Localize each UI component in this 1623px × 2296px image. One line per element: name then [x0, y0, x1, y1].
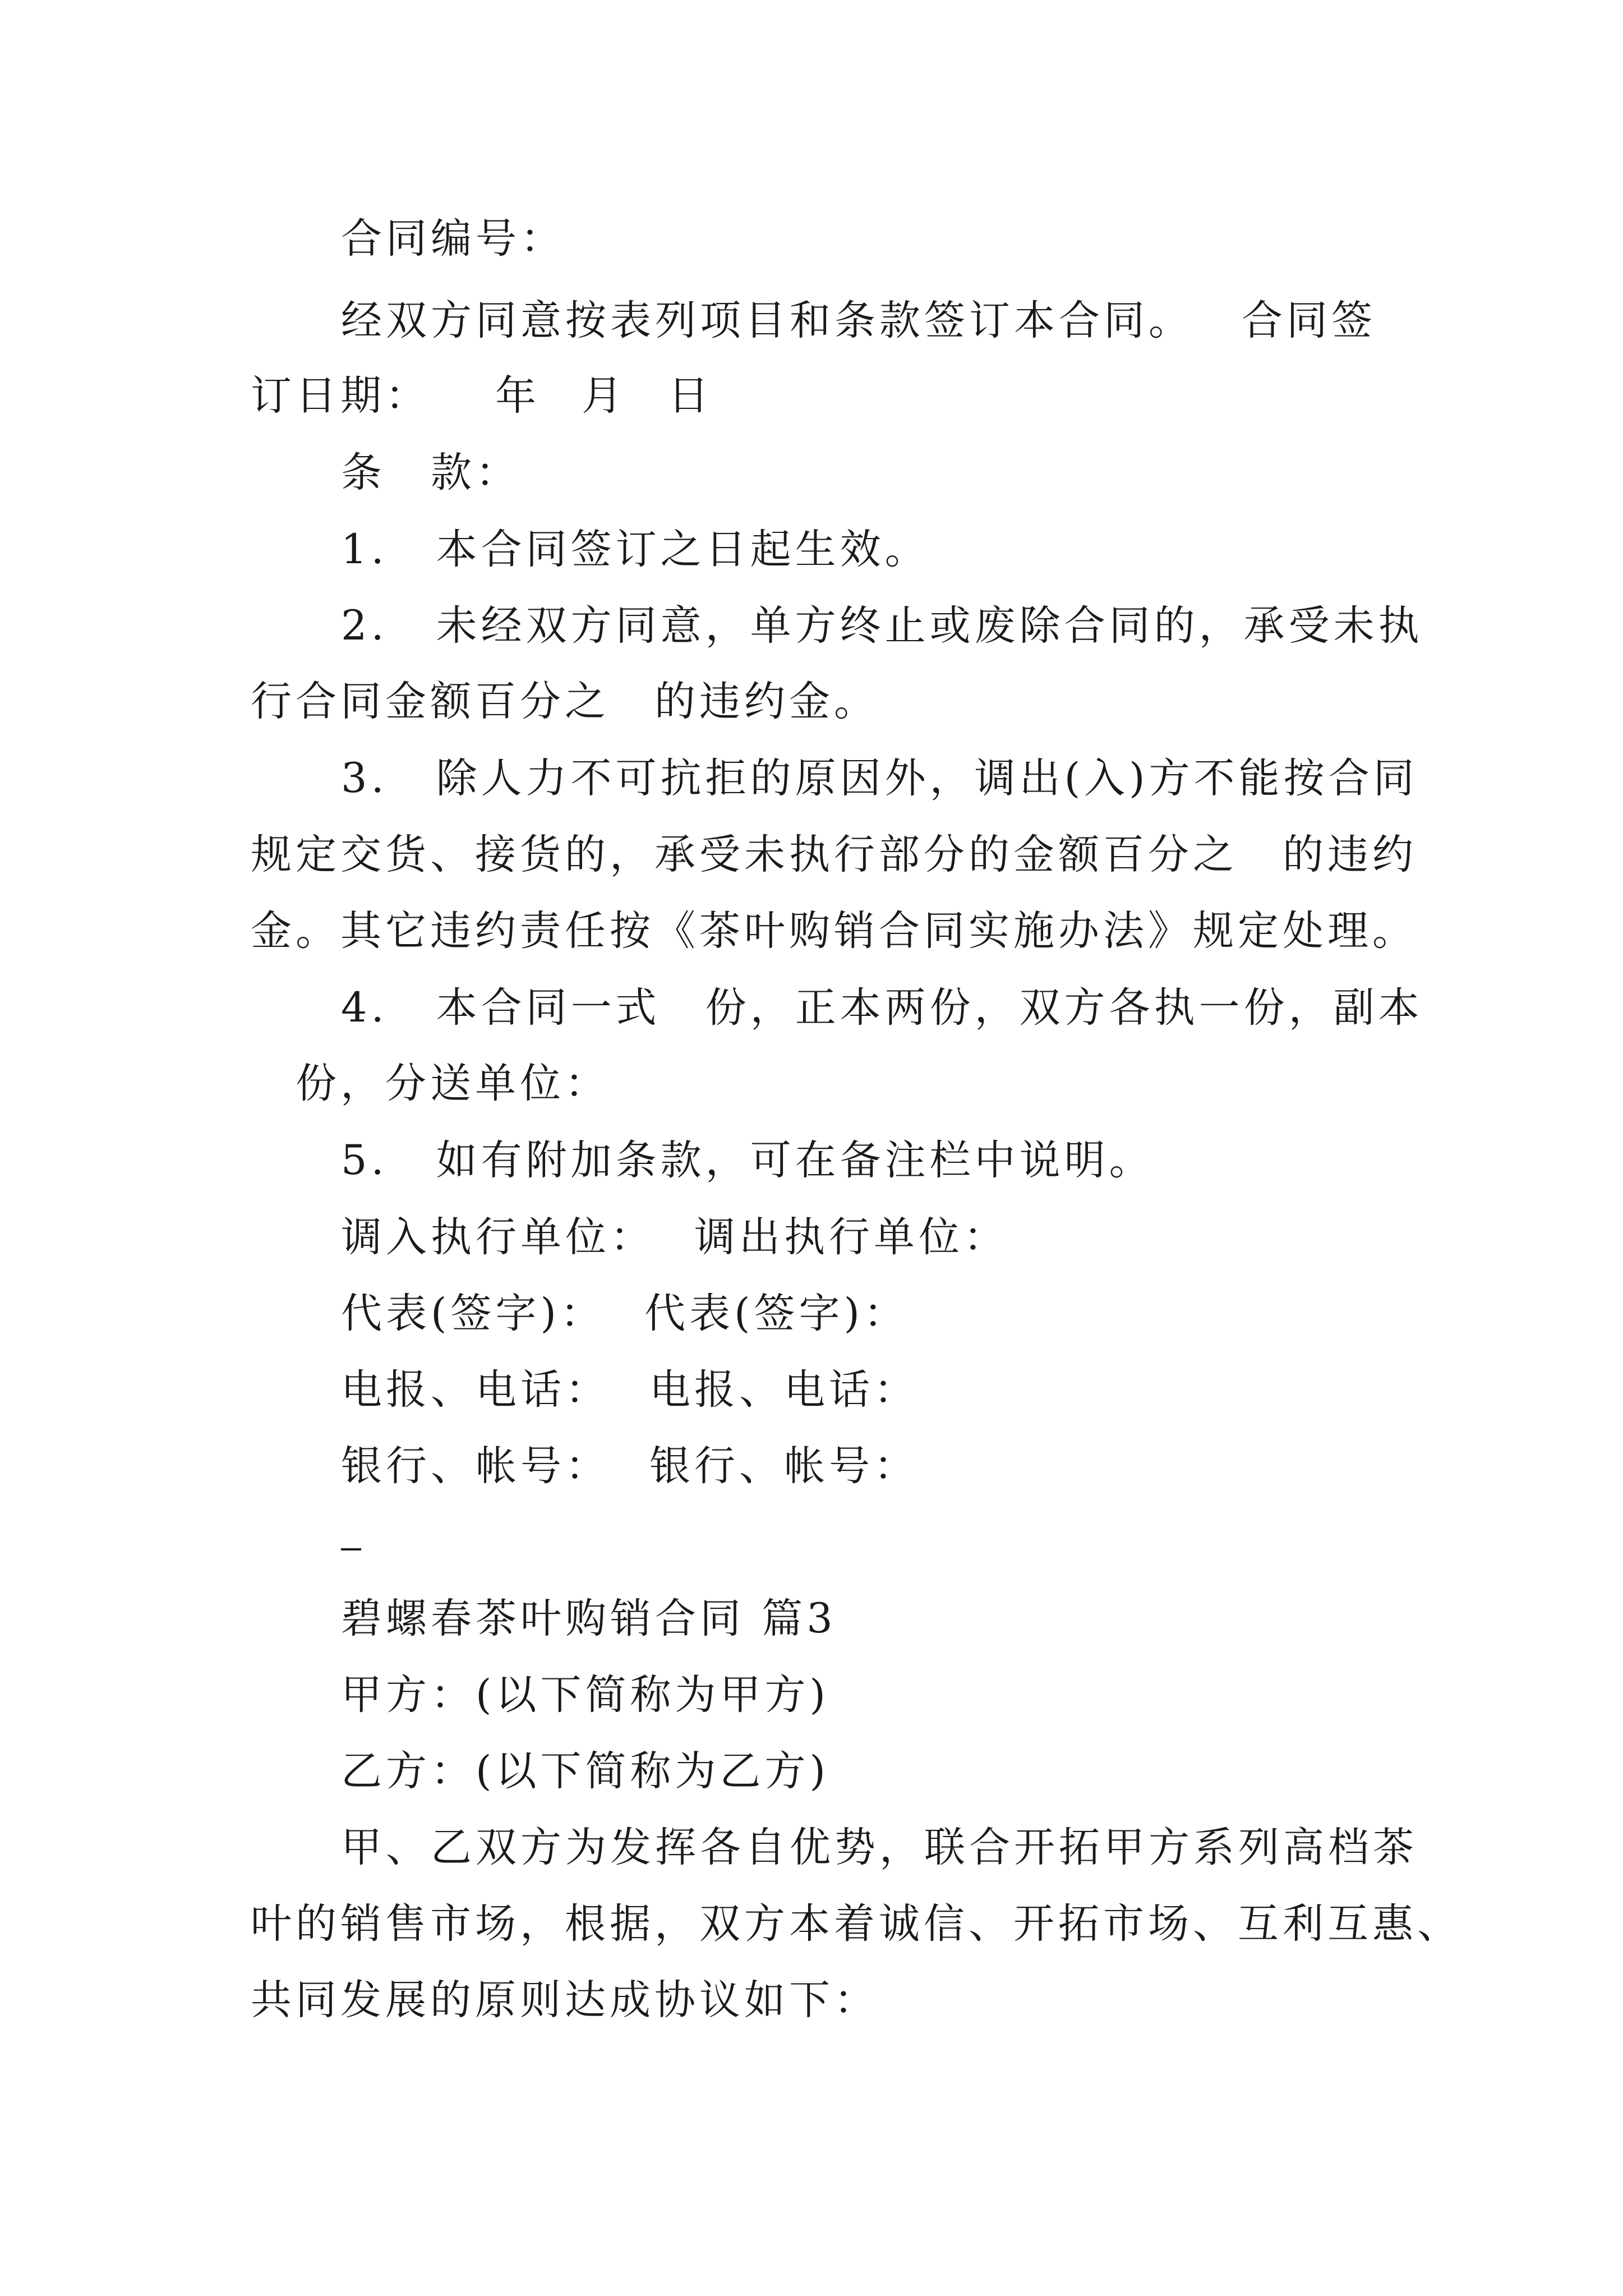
signature-bank-row — [341, 1439, 919, 1493]
clause-4-number: 4. — [341, 984, 388, 1032]
import-unit-label: 调入执行单位： — [341, 1213, 655, 1261]
clause-1-text: 本合同签订之日起生效。 — [436, 526, 930, 573]
terms-heading: 条 款： — [341, 449, 520, 496]
date-month: 月 — [582, 372, 626, 420]
signing-date-line — [251, 369, 713, 423]
clause-2-line-2: 行合同金额百分之 的违约金。 — [251, 678, 879, 725]
export-unit-label: 调出执行单位： — [694, 1213, 1008, 1261]
signature-rep-row — [341, 1287, 909, 1341]
clause-2-line-1 — [341, 599, 1423, 653]
agreement-text: 经双方同意按表列项目和条款签订本合同。 — [341, 297, 1193, 344]
clause-4-line-2: 份，分送单位： — [296, 1060, 610, 1107]
clause-3-line-3: 金。其它违约责任按《茶叶购销合同实施办法》规定处理。 — [251, 907, 1417, 955]
clause-5-text: 如有附加条款，可在备注栏中说明。 — [436, 1137, 1154, 1184]
clause-3-line-2: 规定交货、接货的，承受未执行部分的金额百分之 的违约 — [251, 831, 1417, 878]
date-year: 年 — [495, 372, 540, 420]
party-b-line: 乙方：(以下简称为乙方) — [341, 1747, 829, 1795]
import-representative-label: 代表(签字)： — [341, 1290, 605, 1337]
signature-unit-row — [341, 1211, 1008, 1264]
intro-line-1: 甲、乙双方为发挥各自优势，联合开拓甲方系列高档茶 — [341, 1824, 1418, 1871]
clause-4-text: 本合同一式 份，正本两份，双方各执一份，副本 — [436, 984, 1423, 1032]
intro-line-3: 共同发展的原则达成协议如下： — [251, 1976, 879, 2024]
party-a-line: 甲方：(以下简称为甲方) — [341, 1671, 829, 1719]
clause-1 — [341, 523, 930, 577]
clause-3-number: 3. — [341, 754, 388, 802]
import-bank-label: 银行、帐号： — [341, 1442, 610, 1490]
clause-4-line-1 — [341, 981, 1423, 1035]
section-title: 碧螺春茶叶购销合同 篇3 — [341, 1595, 837, 1642]
clause-3-line-1 — [341, 752, 1418, 806]
signing-date-label-start: 合同签 — [1242, 297, 1376, 344]
import-telephone-label: 电报、电话： — [341, 1366, 610, 1414]
clause-2-text: 未经双方同意，单方终止或废除合同的，承受未执 — [436, 602, 1423, 650]
date-day: 日 — [668, 372, 713, 420]
signature-tel-row — [341, 1363, 919, 1417]
clause-1-number: 1. — [341, 526, 388, 573]
clause-2-number: 2. — [341, 602, 388, 650]
export-bank-label: 银行、帐号： — [649, 1442, 919, 1490]
clause-3-text: 除人力不可抗拒的原因外，调出(入)方不能按合同 — [436, 754, 1418, 802]
contract-number-label: 合同编号： — [341, 215, 565, 263]
export-representative-label: 代表(签字)： — [644, 1290, 909, 1337]
intro-line-2: 叶的销售市场，根据，双方本着诚信、开拓市场、互利互惠、 — [251, 1900, 1462, 1948]
clause-5 — [341, 1134, 1154, 1188]
separator-dash — [341, 1548, 361, 1550]
agreement-line-1 — [341, 294, 1376, 348]
export-telephone-label: 电报、电话： — [649, 1366, 919, 1414]
clause-5-number: 5. — [341, 1137, 388, 1184]
signing-date-label-end: 订日期： — [251, 372, 430, 420]
